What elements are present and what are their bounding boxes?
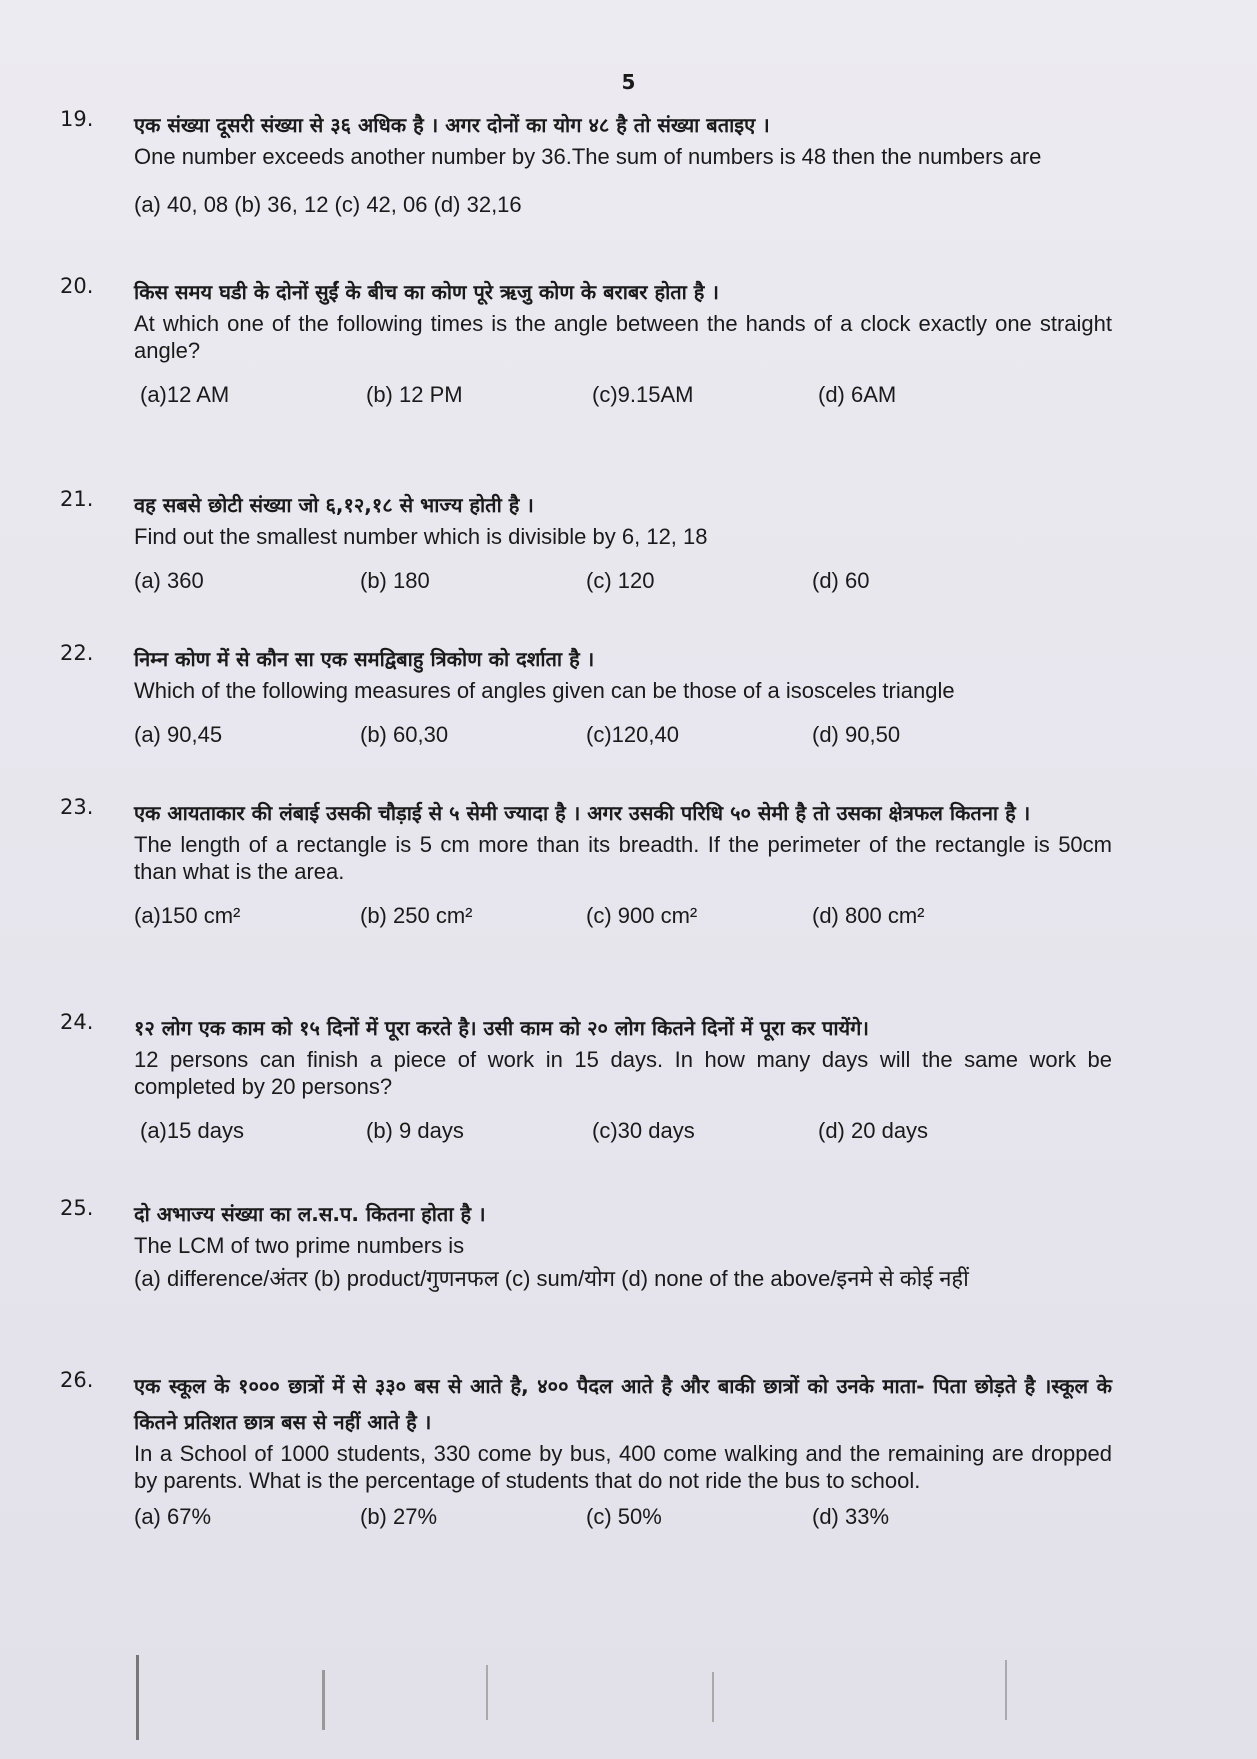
scan-mark xyxy=(712,1672,714,1722)
question-22 xyxy=(60,641,1120,752)
option-a: (a) 360 xyxy=(134,568,204,593)
question-options xyxy=(134,903,1112,933)
question-number: 20. xyxy=(60,274,94,298)
option-c: (c) 120 xyxy=(586,568,655,593)
question-english: At which one of the following times is the angle between the hands of a clock exactly one straight angle? xyxy=(134,311,1112,363)
option-a: (a) 90,45 xyxy=(134,722,223,747)
page-number: 5 xyxy=(621,70,636,94)
option-a: (a)12 AM xyxy=(140,382,230,407)
question-hindi: एक संख्या दूसरी संख्या से ३६ अधिक है । अगर दोनों का योग ४८ है तो संख्या बताइए । xyxy=(134,113,770,137)
question-number: 19. xyxy=(60,107,94,131)
question-english: In a School of 1000 students, 330 come by bus, 400 come walking and the remaining are dropped by parents. What is the percentage of students that do not ride the bus to school. xyxy=(134,1441,1112,1493)
option-d: (d) 20 days xyxy=(818,1118,929,1143)
question-number: 22. xyxy=(60,641,94,665)
question-english: Which of the following measures of angles given can be those of a isosceles triangle xyxy=(134,678,955,703)
option-d: (d) 33% xyxy=(812,1504,890,1529)
scan-mark xyxy=(1005,1660,1007,1720)
question-options xyxy=(134,1504,1112,1534)
question-number: 26. xyxy=(60,1368,94,1392)
option-a: (a) 67% xyxy=(134,1504,212,1529)
option-c: (c) 900 cm² xyxy=(586,903,698,928)
question-hindi: एक स्कूल के १००० छात्रों में से ३३० बस से आते है, ४०० पैदल आते है और बाकी छात्रों को उनके माता- पिता छोड़ते है ।स्कूल के कितने प्रतिशत छात्र बस से नहीं आते है । xyxy=(134,1374,1112,1434)
scan-mark xyxy=(486,1665,488,1720)
question-23 xyxy=(60,795,1120,933)
question-hindi: दो अभाज्य संख्या का ल.स.प. कितना होता है । xyxy=(134,1202,486,1226)
question-21 xyxy=(60,487,1120,598)
question-25 xyxy=(60,1196,1120,1295)
option-b: (b) 180 xyxy=(360,568,430,593)
question-number: 25. xyxy=(60,1196,94,1220)
question-english: One number exceeds another number by 36.The sum of numbers is 48 then the numbers are xyxy=(134,144,1042,169)
scan-mark xyxy=(136,1655,139,1740)
option-b: (b) 12 PM xyxy=(366,382,463,407)
question-hindi: १२ लोग एक काम को १५ दिनों में पूरा करते है। उसी काम को २० लोग कितने दिनों में पूरा कर पायेंगे। xyxy=(134,1016,870,1040)
option-d: (d) 90,50 xyxy=(812,722,901,747)
option-a: (a)150 cm² xyxy=(134,903,241,928)
question-options xyxy=(140,1118,1112,1148)
option-d: (d) 60 xyxy=(812,568,870,593)
question-26 xyxy=(60,1368,1120,1534)
question-hindi: एक आयताकार की लंबाई उसकी चौड़ाई से ५ सेमी ज्यादा है । अगर उसकी परिधि ५० सेमी है तो उसका क्षेत्रफल कितना है । xyxy=(134,801,1031,825)
question-options xyxy=(140,382,1112,412)
question-options xyxy=(134,568,1112,598)
option-c: (c)9.15AM xyxy=(592,382,694,407)
option-a: (a)15 days xyxy=(140,1118,244,1143)
option-d: (d) 6AM xyxy=(818,382,897,407)
option-b: (b) 27% xyxy=(360,1504,438,1529)
option-c: (c) 50% xyxy=(586,1504,662,1529)
scan-mark xyxy=(322,1670,325,1730)
option-b: (b) 9 days xyxy=(366,1118,464,1143)
question-english: 12 persons can finish a piece of work in 15 days. In how many days will the same work be completed by 20 persons? xyxy=(134,1047,1112,1099)
question-english: The LCM of two prime numbers is xyxy=(134,1233,465,1258)
question-number: 24. xyxy=(60,1010,94,1034)
question-english: The length of a rectangle is 5 cm more than its breadth. If the perimeter of the rectangle is 50cm than what is the area. xyxy=(134,832,1112,884)
question-19 xyxy=(60,107,1120,218)
question-options: (a) 40, 08 (b) 36, 12 (c) 42, 06 (d) 32,16 xyxy=(134,192,522,217)
option-c: (c)120,40 xyxy=(586,722,679,747)
question-options: (a) difference/अंतर (b) product/गुणनफल (c) sum/योग (d) none of the above/इनमे से कोई नहीं xyxy=(134,1266,969,1291)
question-options xyxy=(134,722,1112,752)
question-20 xyxy=(60,274,1120,412)
option-b: (b) 250 cm² xyxy=(360,903,473,928)
question-number: 21. xyxy=(60,487,94,511)
question-number: 23. xyxy=(60,795,94,819)
question-hindi: किस समय घडी के दोनों सुईं के बीच का कोण पूरे ऋजु कोण के बराबर होता है । xyxy=(134,280,719,304)
option-c: (c)30 days xyxy=(592,1118,695,1143)
question-english: Find out the smallest number which is divisible by 6, 12, 18 xyxy=(134,524,708,549)
question-24 xyxy=(60,1010,1120,1148)
option-b: (b) 60,30 xyxy=(360,722,449,747)
question-hindi: निम्न कोण में से कौन सा एक समद्विबाहु त्रिकोण को दर्शाता है । xyxy=(134,647,595,671)
question-hindi: वह सबसे छोटी संख्या जो ६,१२,१८ से भाज्य होती है । xyxy=(134,493,534,517)
option-d: (d) 800 cm² xyxy=(812,903,925,928)
